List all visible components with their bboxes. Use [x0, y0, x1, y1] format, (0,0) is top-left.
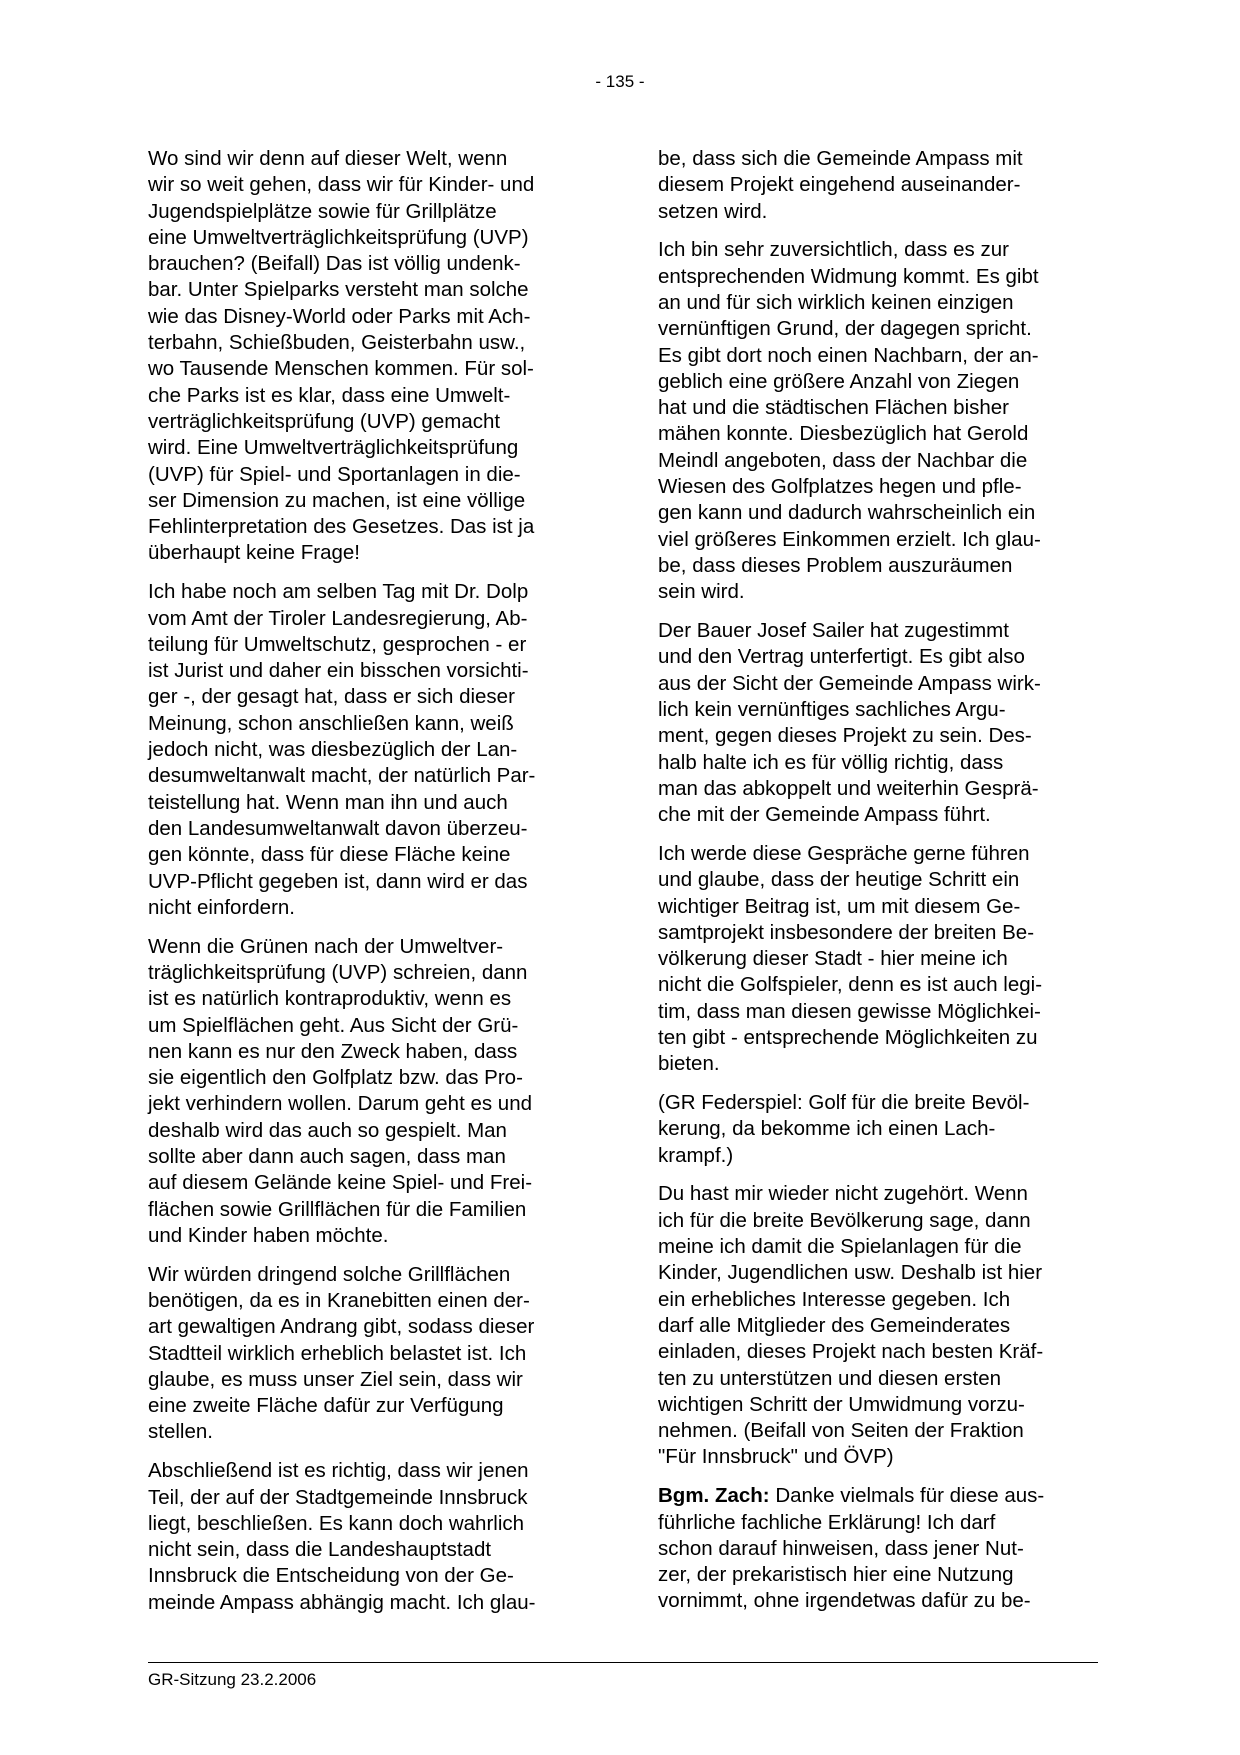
- right-column: [658, 146, 1103, 1627]
- paragraph: Abschließend ist es richtig, dass wir jenen Teil, der auf der Stadtgemeinde Innsbruck liegt, beschließen. Es kann doch wahrlich nicht sein, dass die Landeshauptstadt Innsbruck die Entscheidung von der Ge- meinde Ampass abhängig macht. Ich glau-: [148, 1459, 536, 1614]
- footer-session-label: GR-Sitzung 23.2.2006: [148, 1670, 317, 1689]
- paragraph: Ich habe noch am selben Tag mit Dr. Dolp vom Amt der Tiroler Landesregierung, Ab- teilung für Umweltschutz, gesprochen - er ist Jurist und daher ein bisschen vorsichti- ger -, der gesagt hat, dass er sich dieser Meinung, schon anschließen kann, weiß jedoch nicht, was diesbezüglich der Lan- desumweltanwalt macht, der natürlich Par- teistellung hat. Wenn man ihn und auch den Landesumweltanwalt davon überzeu- gen könnte, dass für diese Fläche keine UVP-Pflicht gegeben ist, dann wird er das nicht einfordern.: [148, 580, 536, 919]
- footer-divider: [148, 1662, 1098, 1663]
- paragraph: Ich bin sehr zuversichtlich, dass es zur entsprechenden Widmung kommt. Es gibt an und für sich wirklich keinen einzigen vernünftigen Grund, der dagegen spricht. Es gibt dort noch einen Nachbarn, der an- geblich eine größere Anzahl von Ziegen hat und die städtischen Flächen bisher mähen konnte. Diesbezüglich hat Gerold Meindl angeboten, dass der Nachbar die Wiesen des Golfplatzes hegen und pfle- gen kann und dadurch wahrscheinlich ein viel größeres Einkommen erzielt. Ich glau- be, dass dieses Problem auszuräumen sein wird.: [658, 238, 1041, 604]
- paragraph: Der Bauer Josef Sailer hat zugestimmt und den Vertrag unterfertigt. Es gibt also aus der Sicht der Gemeinde Ampass wirk- lich kein vernünftiges sachliches Argu- ment, gegen dieses Projekt zu sein. Des- halb halte ich es für völlig richtig, dass man das abkoppelt und weiterhin Gesprä- che mit der Gemeinde Ampass führt.: [658, 619, 1041, 827]
- paragraph: Wir würden dringend solche Grillflächen benötigen, da es in Kranebitten einen der- art gewaltigen Andrang gibt, sodass dieser Stadtteil wirklich erheblich belastet ist. Ich glaube, es muss unser Ziel sein, dass wir eine zweite Fläche dafür zur Verfügung stellen.: [148, 1262, 535, 1444]
- paragraph: Wo sind wir denn auf dieser Welt, wenn wir so weit gehen, dass wir für Kinder- und Jugendspielplätze sowie für Grillplätze eine Umweltverträglichkeitsprüfung (UVP) brauchen? (Beifall) Das ist völlig undenk- bar. Unter Spielparks versteht man solche wie das Disney-World oder Parks mit Ach- terbahn, Schießbuden, Geisterbahn usw., wo Tausende Menschen kommen. Für sol- che Parks ist es klar, dass eine Umwelt- verträglichkeitsprüfung (UVP) gemacht wird. Eine Umweltverträglichkeitsprüfung (UVP) für Spiel- und Sportanlagen in die- ser Dimension zu machen, ist eine völlige Fehlinterpretation des Gesetzes. Das ist ja überhaupt keine Frage!: [148, 147, 535, 565]
- speaker-name: Bgm. Zach:: [658, 1484, 770, 1508]
- paragraph: Du hast mir wieder nicht zugehört. Wenn ich für die breite Bevölkerung sage, dann meine ich damit die Spielanlagen für die Kinder, Jugendlichen usw. Deshalb ist hier ein erhebliches Interesse gegeben. Ich darf alle Mitglieder des Gemeinderates einladen, dieses Projekt nach besten Kräf- ten zu unterstützen und diesen ersten wichtigen Schritt der Umwidmung vorzu- nehmen. (Beifall von Seiten der Fraktion "Für Innsbruck" und ÖVP): [658, 1182, 1044, 1469]
- page-number: - 135 -: [595, 72, 645, 91]
- paragraph: Wenn die Grünen nach der Umweltver- träglichkeitsprüfung (UVP) schreien, dann ist es natürlich kontraproduktiv, wenn es um Spielflächen geht. Aus Sicht der Grü- nen kann es nur den Zweck haben, dass sie eigentlich den Golfplatz bzw. das Pro- jekt verhindern wollen. Darum geht es und deshalb wird das auch so gespielt. Man sollte aber dann auch sagen, dass man auf diesem Gelände keine Spiel- und Frei- flächen sowie Grillflächen für die Familien und Kinder haben möchte.: [148, 934, 533, 1247]
- speaker-paragraph: [658, 1483, 1103, 1614]
- paragraph: be, dass sich die Gemeinde Ampass mit diesem Projekt eingehend auseinander- setzen wird.: [658, 147, 1023, 223]
- speaker-text: Danke vielmals für diese aus- führliche fachliche Erklärung! Ich darf schon darauf hinweisen, dass jener Nut- zer, der prekaristisch hier eine Nutzung vornimmt, ohne irgendetwas dafür zu be-: [658, 1484, 1045, 1613]
- interjection-paragraph: (GR Federspiel: Golf für die breite Bevöl- kerung, da bekomme ich einen Lach- krampf.): [658, 1091, 1030, 1167]
- left-column: [148, 146, 593, 1629]
- paragraph: Ich werde diese Gespräche gerne führen und glaube, dass der heutige Schritt ein wichtiger Beitrag ist, um mit diesem Ge- samtprojekt insbesondere der breiten Be- völkerung dieser Stadt - hier meine ich nicht die Golfspieler, denn es ist auch legi- tim, dass man diesen gewisse Möglichkei- ten gibt - entsprechende Möglichkeiten zu bieten.: [658, 841, 1043, 1076]
